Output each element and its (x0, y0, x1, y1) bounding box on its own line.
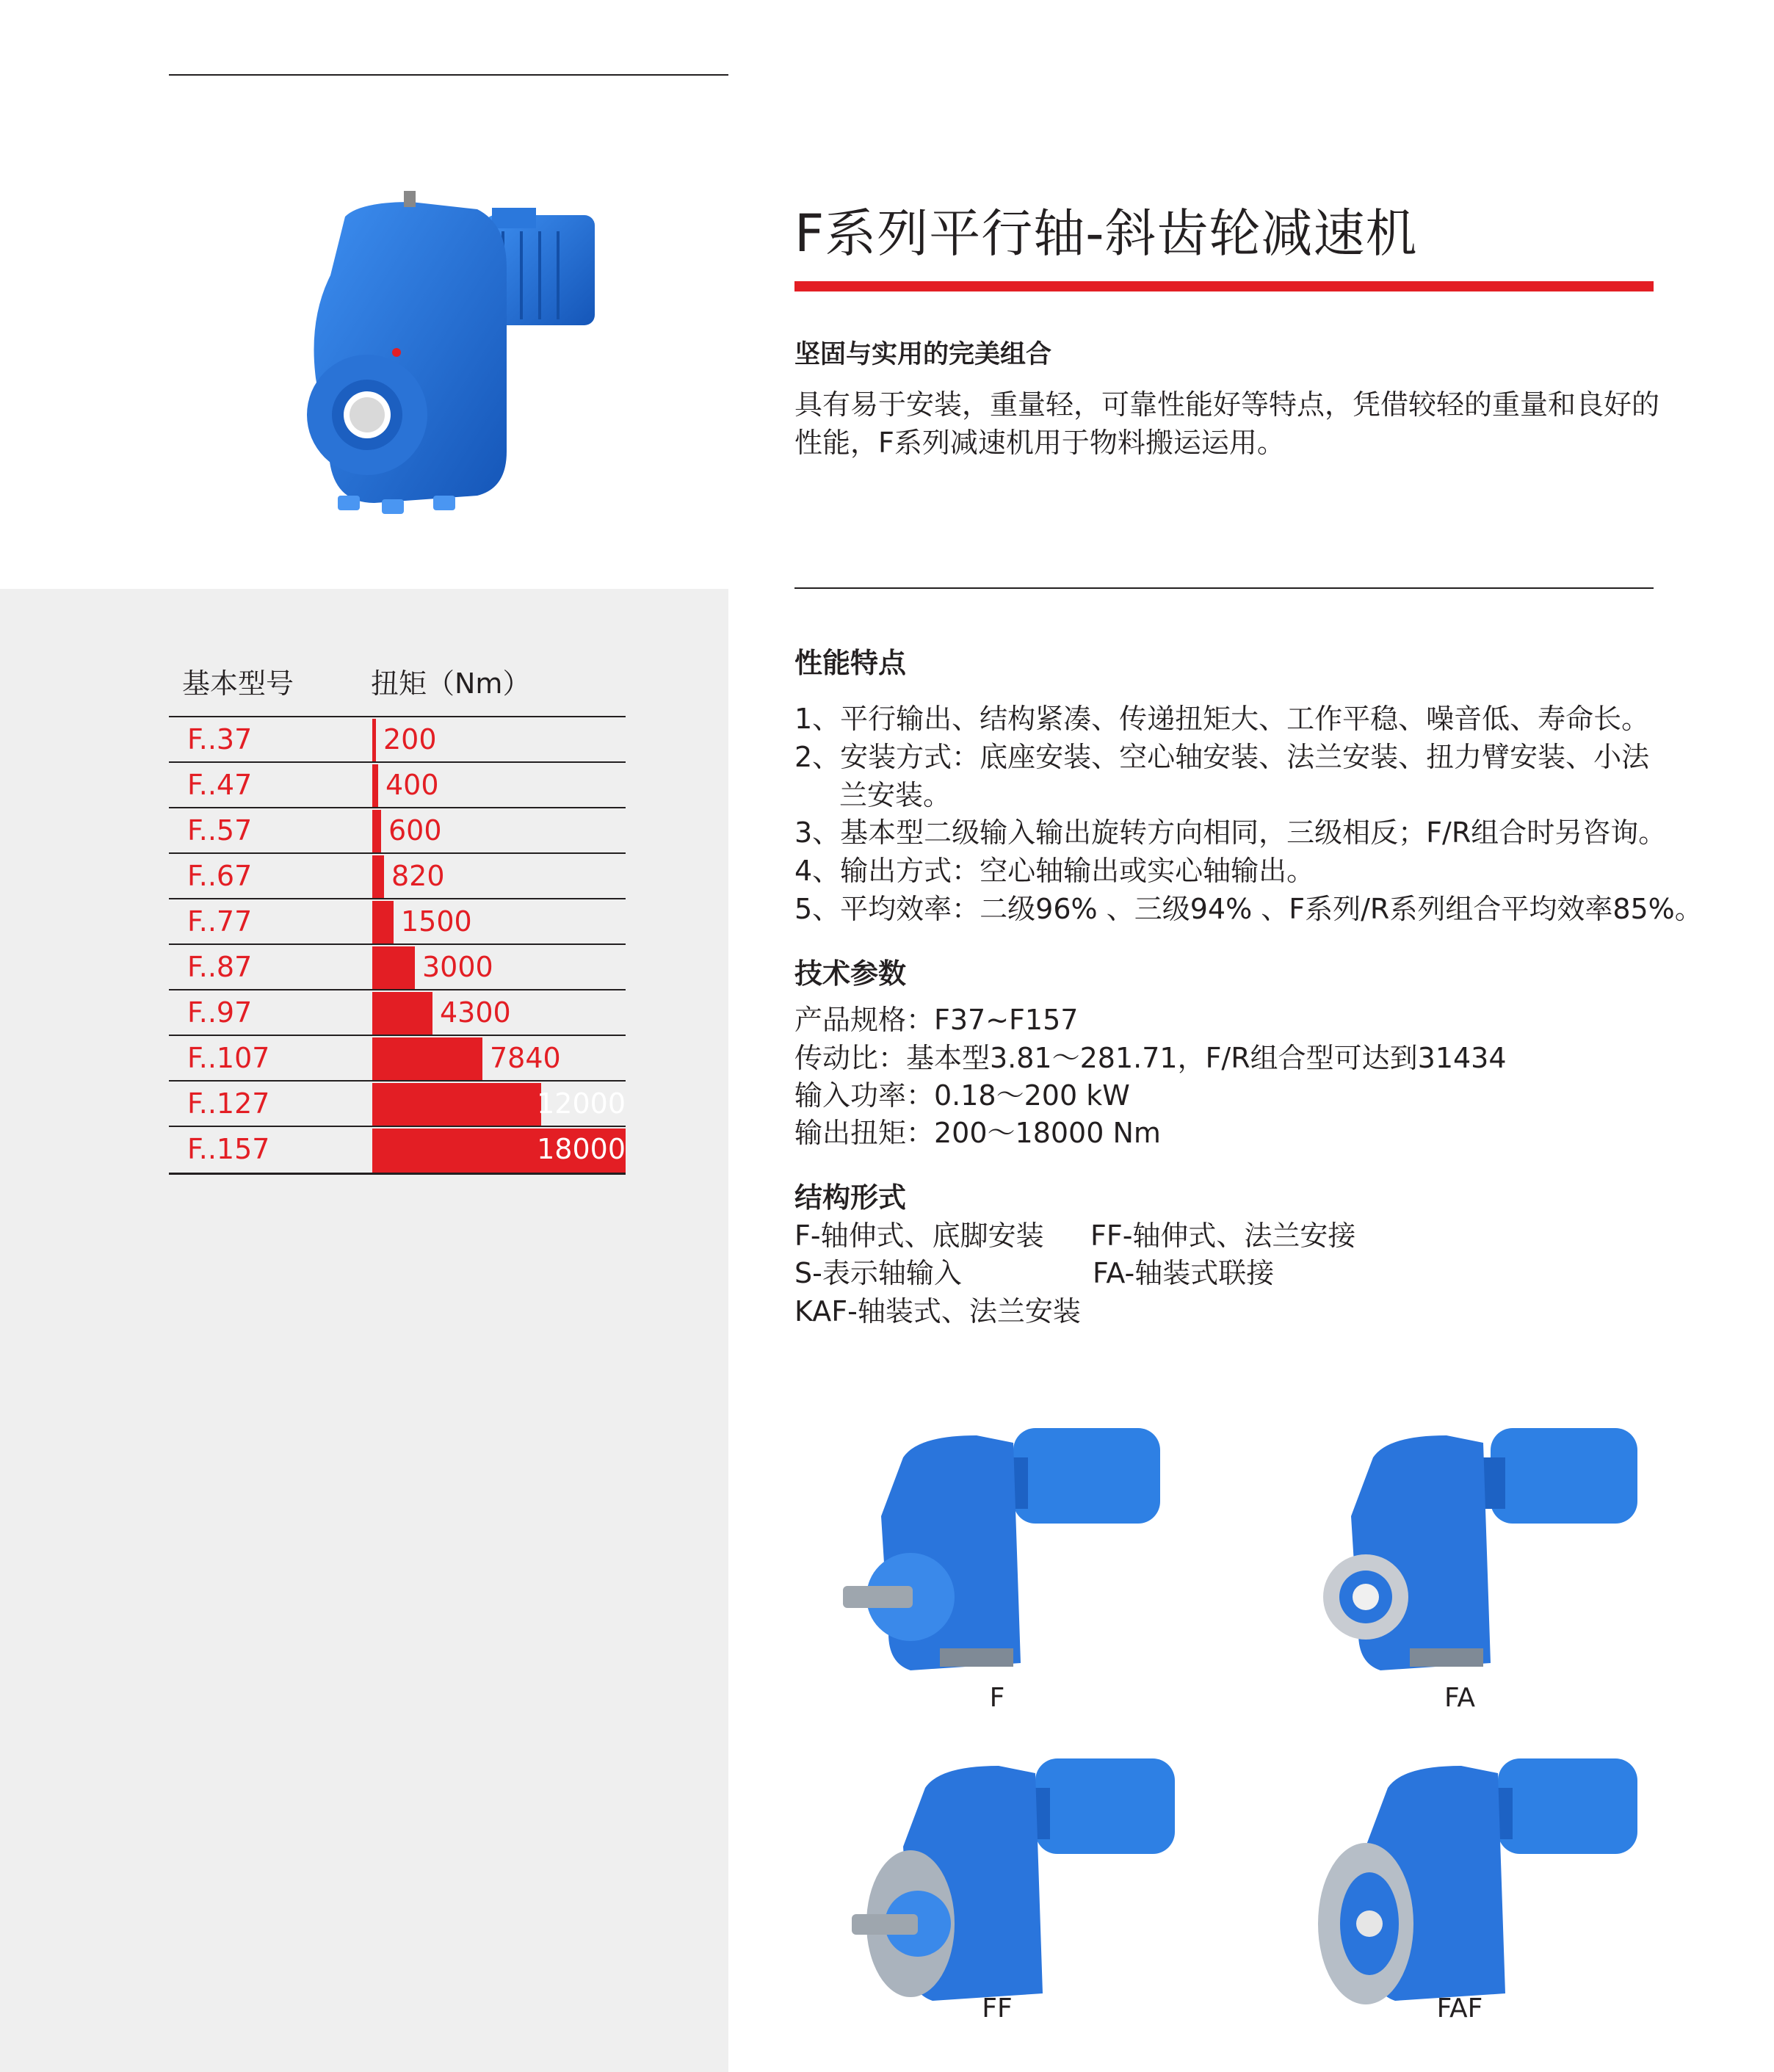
product-label-fa: FA (1444, 1683, 1476, 1713)
torque-bar (372, 855, 384, 899)
product-label-ff: FF (982, 1993, 1013, 2024)
table-row (169, 807, 626, 854)
torque-bar (372, 992, 432, 1036)
param-item: 产品规格：F37~F157 (794, 1004, 1079, 1036)
section-divider (794, 587, 1654, 589)
torque-value: 7840 (490, 1042, 561, 1074)
feature-item: 兰安装。 (839, 779, 952, 811)
param-item: 输入功率：0.18～200 kW (794, 1079, 1130, 1112)
structure-item: KAF-轴装式、法兰安装 (794, 1295, 1081, 1327)
row-model: F..67 (187, 860, 253, 892)
row-model: F..107 (187, 1042, 270, 1074)
torque-bar (372, 946, 415, 990)
torque-bar (372, 764, 378, 808)
structure-item: FA-轴装式联接 (1093, 1257, 1275, 1289)
row-model: F..127 (187, 1087, 270, 1120)
torque-value: 18000 (537, 1133, 626, 1165)
torque-bar (372, 901, 394, 945)
structure-heading: 结构形式 (794, 1181, 907, 1214)
feature-item: 1、平行输出、结构紧凑、传递扭矩大、工作平稳、噪音低、寿命长。 (794, 703, 1650, 735)
feature-item: 2、安装方式：底座安装、空心轴安装、法兰安装、扭力臂安装、小法 (794, 741, 1650, 773)
row-model: F..37 (187, 723, 253, 756)
structure-item: F-轴伸式、底脚安装 (794, 1220, 1044, 1252)
table-row (169, 852, 626, 899)
torque-value: 4300 (440, 996, 511, 1029)
product-image-ff (844, 1744, 1182, 2008)
features-heading: 性能特点 (794, 647, 907, 679)
table-row (169, 716, 626, 763)
table-row (169, 943, 626, 990)
row-model: F..97 (187, 996, 253, 1029)
col-header-torque: 扭矩（Nm） (371, 667, 531, 700)
torque-bar (372, 1083, 541, 1127)
col-header-model: 基本型号 (182, 667, 294, 700)
table-row (169, 1035, 626, 1082)
torque-value: 3000 (422, 951, 493, 983)
table-row (169, 1080, 626, 1127)
table-row (169, 1126, 626, 1175)
table-row (169, 898, 626, 945)
torque-value: 12000 (537, 1087, 626, 1120)
hero-reducer-image (294, 187, 602, 532)
structure-item: S-表示轴输入 (794, 1257, 962, 1289)
torque-bar (372, 719, 376, 763)
feature-item: 4、输出方式：空心轴输出或实心轴输出。 (794, 855, 1315, 887)
top-rule (169, 74, 728, 76)
torque-value: 600 (388, 814, 442, 847)
torque-bar (372, 1037, 482, 1082)
param-item: 输出扭矩：200～18000 Nm (794, 1117, 1161, 1149)
intro-paragraph: 具有易于安装，重量轻，可靠性能好等特点，凭借较轻的重量和良好的性能，F系列减速机用于物料搬运运用。 (794, 388, 1660, 459)
row-model: F..77 (187, 905, 253, 938)
product-label-f: F (989, 1683, 1005, 1713)
params-heading: 技术参数 (794, 957, 907, 990)
table-row (169, 989, 626, 1036)
torque-value: 820 (391, 860, 445, 892)
feature-item: 5、平均效率：二级96% 、三级94% 、F系列/R系列组合平均效率85%。 (794, 893, 1703, 925)
row-model: F..57 (187, 814, 253, 847)
torque-bar (372, 810, 381, 854)
product-image-faf (1307, 1744, 1645, 2008)
torque-value: 200 (383, 723, 437, 756)
title-underline (794, 281, 1654, 291)
feature-item: 3、基本型二级输入输出旋转方向相同，三级相反；F/R组合时另咨询。 (794, 816, 1667, 849)
product-image-fa (1307, 1413, 1645, 1678)
table-row (169, 761, 626, 808)
product-image-f (830, 1413, 1167, 1678)
structure-item: FF-轴伸式、法兰安接 (1090, 1220, 1356, 1252)
torque-value: 400 (385, 769, 439, 801)
param-item: 传动比：基本型3.81～281.71，F/R组合型可达到31434 (794, 1042, 1507, 1074)
page-title: F系列平行轴-斜齿轮减速机 (794, 203, 1418, 264)
subtitle: 坚固与实用的完美组合 (794, 340, 1052, 369)
row-model: F..157 (187, 1133, 270, 1165)
row-model: F..87 (187, 951, 253, 983)
row-model: F..47 (187, 769, 253, 801)
product-label-faf: FAF (1436, 1993, 1483, 2024)
torque-value: 1500 (401, 905, 472, 938)
